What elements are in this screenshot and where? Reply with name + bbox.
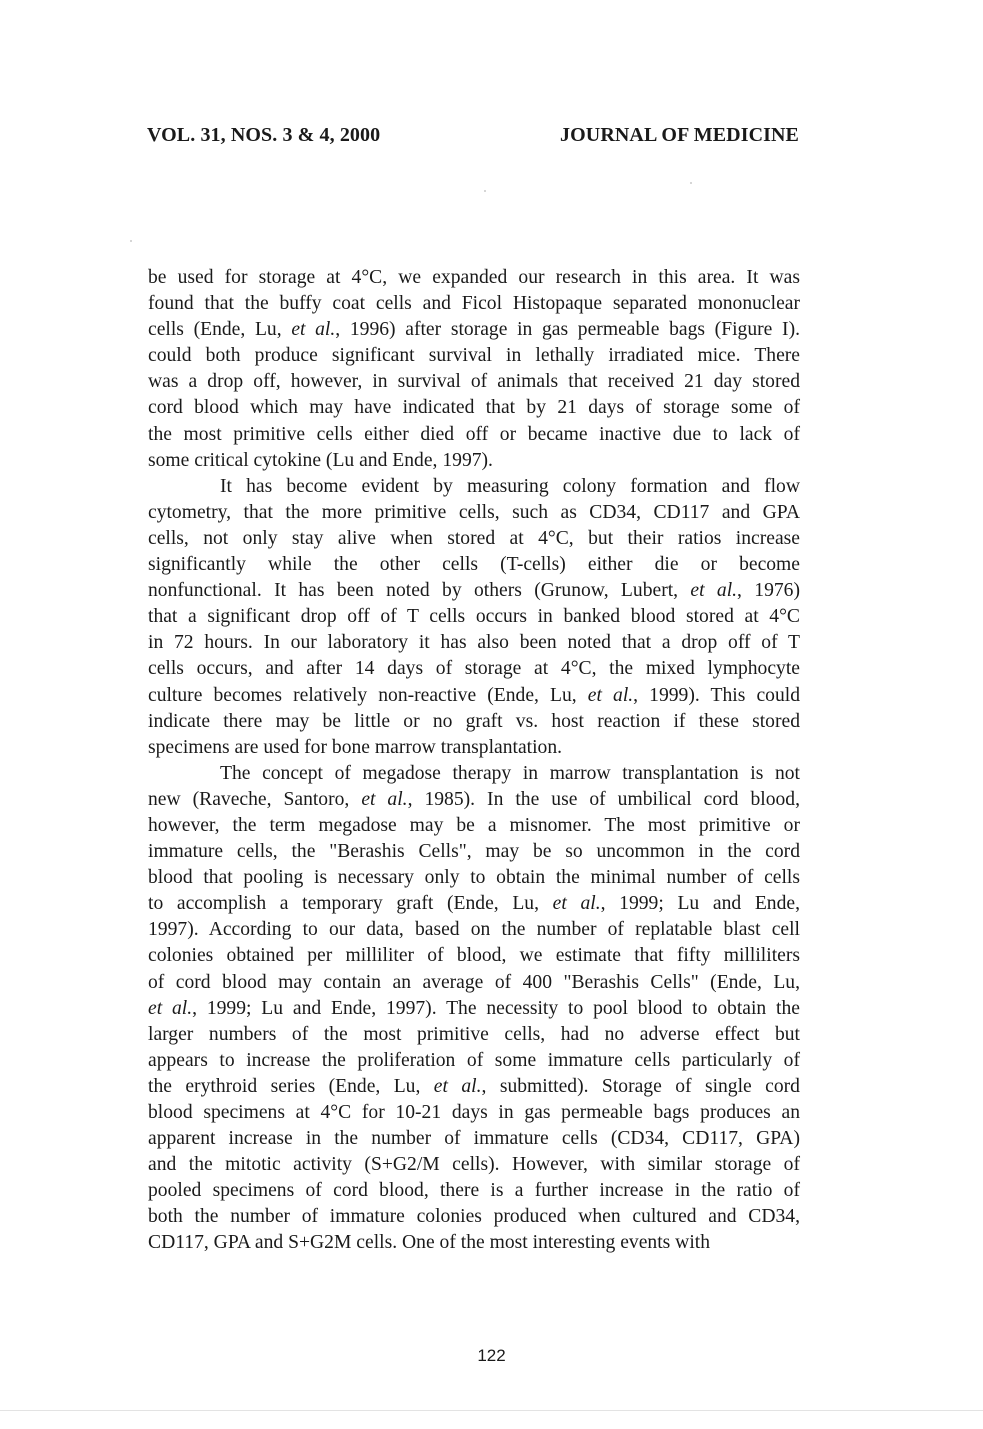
text-line: cells, not only stay alive when stored at 4°C, but their ratios increase xyxy=(148,527,800,549)
paragraph xyxy=(148,761,800,1257)
scan-edge-line xyxy=(0,1410,983,1411)
text-line: the most primitive cells either died off or became inactive due to lack of xyxy=(148,423,800,445)
text-line: the erythroid series (Ende, Lu, et al., submitted). Storage of single cord xyxy=(148,1075,800,1097)
text-line: was a drop off, however, in survival of animals that received 21 day stored xyxy=(148,371,800,393)
scan-speck xyxy=(130,240,132,242)
text-line: CD117, GPA and S+G2M cells. One of the most interesting events with xyxy=(148,1232,710,1254)
text-line: found that the buffy coat cells and Ficol Histopaque separated mononuclear xyxy=(148,293,800,315)
text-line: and the mitotic activity (S+G2/M cells). However, with similar storage of xyxy=(148,1154,800,1176)
text-line: some critical cytokine (Lu and Ende, 1997). xyxy=(148,449,493,471)
text-line: of cord blood may contain an average of 400 "Berashis Cells" (Ende, Lu, xyxy=(148,971,800,993)
paragraph xyxy=(148,474,800,761)
text-line: appears to increase the proliferation of some immature cells particularly of xyxy=(148,1049,800,1071)
text-line: blood that pooling is necessary only to obtain the minimal number of cells xyxy=(148,867,800,889)
text-line: It has become evident by measuring colony formation and flow xyxy=(220,475,800,497)
text-line: both the number of immature colonies produced when cultured and CD34, xyxy=(148,1206,800,1228)
text-line: pooled specimens of cord blood, there is a further increase in the ratio of xyxy=(148,1180,800,1202)
text-line: could both produce significant survival in lethally irradiated mice. There xyxy=(148,345,800,367)
page-number: 122 xyxy=(477,1346,506,1365)
text-line: that a significant drop off of T cells occurs in banked blood stored at 4°C xyxy=(148,606,800,628)
text-line: The concept of megadose therapy in marrow transplantation is not xyxy=(220,762,800,784)
text-line: cells (Ende, Lu, et al., 1996) after storage in gas permeable bags (Figure I). xyxy=(148,319,800,341)
text-line: apparent increase in the number of immature cells (CD34, CD117, GPA) xyxy=(148,1128,800,1150)
paragraph xyxy=(148,265,800,474)
text-line: cells occurs, and after 14 days of storage at 4°C, the mixed lymphocyte xyxy=(148,658,800,680)
text-line: et al., 1999; Lu and Ende, 1997). The necessity to pool blood to obtain the xyxy=(148,997,800,1019)
text-line: blood specimens at 4°C for 10-21 days in gas permeable bags produces an xyxy=(148,1102,800,1123)
scan-speck xyxy=(484,190,486,192)
text-line: larger numbers of the most primitive cells, had no adverse effect but xyxy=(148,1023,800,1045)
text-line: significantly while the other cells (T-cells) either die or become xyxy=(148,554,800,576)
text-line: nonfunctional. It has been noted by others (Grunow, Lubert, et al., 1976) xyxy=(148,580,800,602)
text-line: to accomplish a temporary graft (Ende, Lu, et al., 1999; Lu and Ende, xyxy=(148,893,800,915)
text-line: cytometry, that the more primitive cells, such as CD34, CD117 and GPA xyxy=(148,501,800,523)
text-line: new (Raveche, Santoro, et al., 1985). In the use of umbilical cord blood, xyxy=(148,788,800,810)
text-line: in 72 hours. In our laboratory it has also been noted that a drop off of T xyxy=(148,632,800,654)
text-line: indicate there may be little or no graft vs. host reaction if these stored xyxy=(148,710,800,732)
scan-speck xyxy=(690,182,692,184)
text-line: however, the term megadose may be a misnomer. The most primitive or xyxy=(148,814,800,836)
text-line: culture becomes relatively non-reactive (Ende, Lu, et al., 1999). This could xyxy=(148,684,800,706)
text-line: be used for storage at 4°C, we expanded our research in this area. It was xyxy=(148,267,800,288)
text-line: cord blood which may have indicated that by 21 days of storage some of xyxy=(148,397,800,419)
body-text xyxy=(148,265,800,1257)
text-line: 1997). According to our data, based on the number of replatable blast cell xyxy=(148,919,800,941)
text-line: colonies obtained per milliliter of blood, we estimate that fifty milliliters xyxy=(148,945,800,967)
journal-title: JOURNAL OF MEDICINE xyxy=(560,124,799,146)
text-line: specimens are used for bone marrow transplantation. xyxy=(148,736,563,758)
text-line: immature cells, the "Berashis Cells", may be so uncommon in the cord xyxy=(148,841,800,863)
volume-info: VOL. 31, NOS. 3 & 4, 2000 xyxy=(147,124,381,146)
